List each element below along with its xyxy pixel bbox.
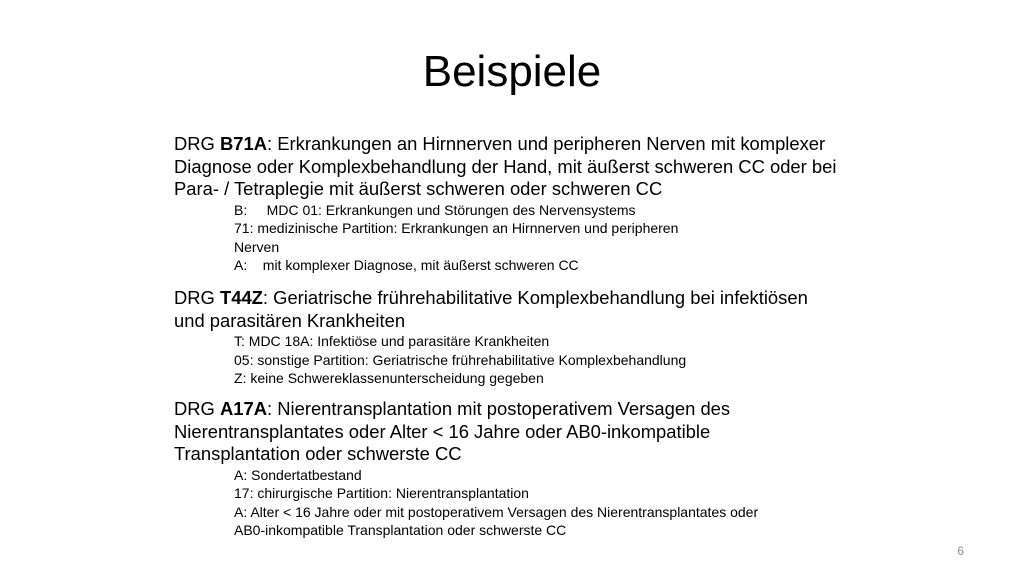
entry-description: : Nierentransplantation mit postoperativem Versagen des [267, 398, 731, 419]
entry-description: : Erkrankungen an Hirnnerven und peripheren Nerven mit komplexer [267, 133, 826, 154]
entry-description-line: Para- / Tetraplegie mit äußerst schweren oder schweren CC [174, 178, 663, 199]
entry-description-line: Nierentransplantates oder Alter < 16 Jahre oder AB0-inkompatible [174, 420, 711, 442]
code-breakdown-line: 71: medizinische Partition: Erkrankungen an Hirnnerven und peripheren [234, 220, 679, 236]
drg-code: B71A [219, 133, 268, 154]
drg-prefix: DRG [174, 398, 220, 419]
entry-heading-line [174, 287, 874, 310]
entry-heading-line [174, 133, 874, 156]
drg-entry-t44z [174, 287, 874, 388]
drg-entry-a17a [174, 398, 874, 540]
drg-prefix: DRG [174, 133, 220, 154]
entry-description-line: und parasitären Krankheiten [174, 309, 406, 331]
entry-description: : Geriatrische frührehabilitative Komplexbehandlung bei infektiösen [262, 287, 808, 308]
drg-entry-b71a [174, 133, 874, 275]
code-breakdown-line: A: mit komplexer Diagnose, mit äußerst schweren CC [234, 257, 579, 273]
entry-description-line: Diagnose oder Komplexbehandlung der Hand, mit äußerst schweren CC oder bei [174, 155, 837, 177]
drg-code: A17A [219, 398, 268, 419]
code-breakdown-line: Nerven [234, 238, 280, 255]
code-breakdown-line: T: MDC 18A: Infektiöse und parasitäre Krankheiten [234, 333, 550, 349]
entry-description-line: Transplantation oder schwerste CC [174, 443, 462, 464]
entry-heading-line [174, 398, 874, 421]
page-number: 6 [957, 544, 964, 558]
code-breakdown-line: Z: keine Schwereklassenunterscheidung gegeben [234, 370, 544, 386]
drg-prefix: DRG [174, 287, 220, 308]
code-breakdown-line: AB0-inkompatible Transplantation oder schwerste CC [234, 522, 567, 538]
drg-code: T44Z [219, 287, 263, 308]
code-breakdown-line: A: Alter < 16 Jahre oder mit postoperativem Versagen des Nierentransplantates oder [234, 503, 759, 520]
code-breakdown-line: 05: sonstige Partition: Geriatrische frührehabilitative Komplexbehandlung [234, 351, 687, 368]
code-breakdown-line: B: MDC 01: Erkrankungen und Störungen des Nervensystems [234, 201, 636, 218]
code-breakdown-line: A: Sondertatbestand [234, 466, 362, 483]
slide-title: Beispiele [422, 47, 602, 96]
code-breakdown-line: 17: chirurgische Partition: Nierentransplantation [234, 485, 529, 501]
